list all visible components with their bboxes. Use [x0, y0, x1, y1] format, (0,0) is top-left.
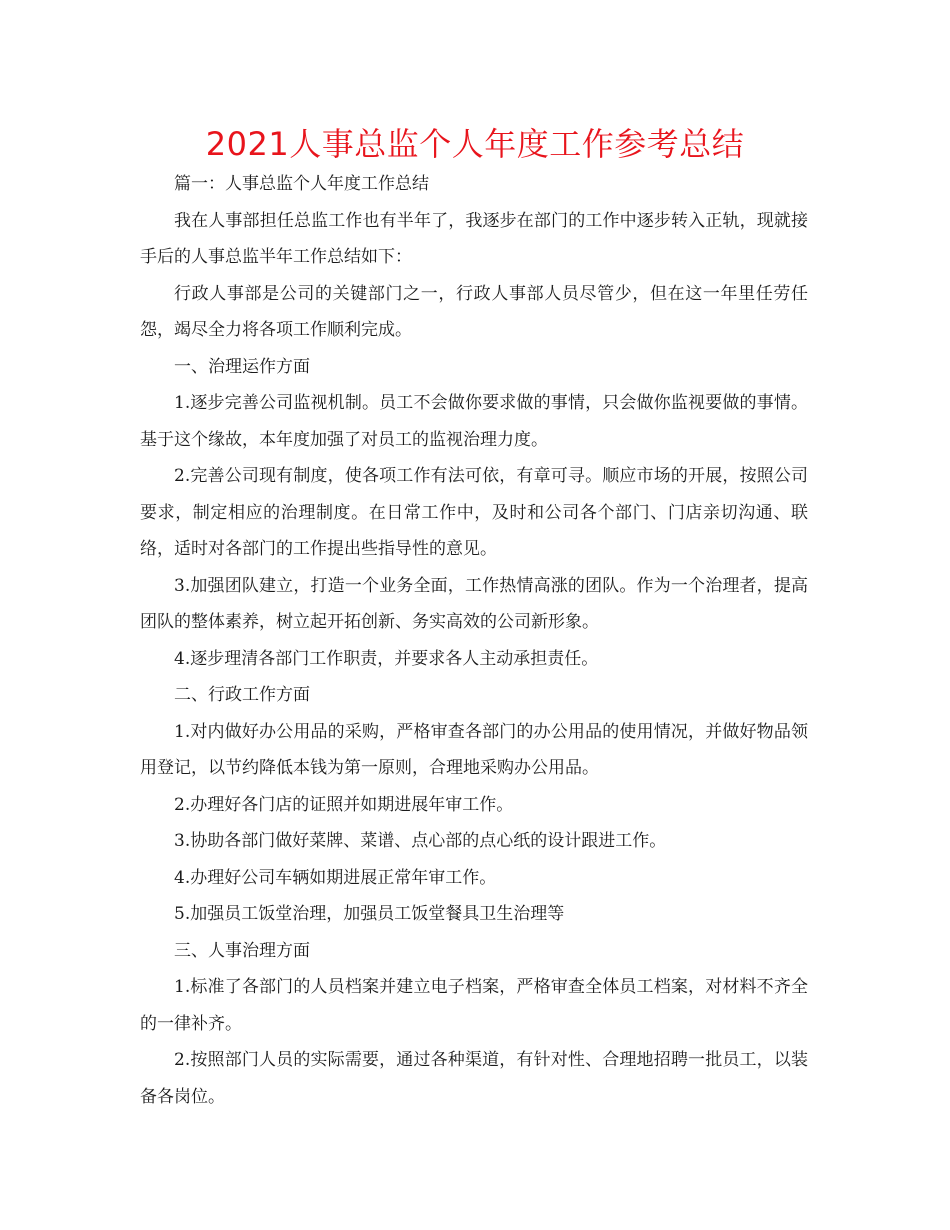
list-paragraph: 3.加强团队建立，打造一个业务全面，工作热情高涨的团队。作为一个治理者，提高团队的整体素养，树立起开拓创新、务实高效的公司新形象。 — [140, 575, 808, 632]
intro-paragraph: 行政人事部是公司的关键部门之一，行政人事部人员尽管少，但在这一年里任劳任怨，竭尽全力将各项工作顺利完成。 — [140, 283, 808, 340]
list-paragraph: 4.逐步理清各部门工作职责，并要求各人主动承担责任。 — [174, 648, 599, 669]
document-body — [140, 166, 808, 1115]
list-paragraph: 1.标准了各部门的人员档案并建立电子档案，严格审查全体员工档案，对材料不齐全的一律补齐。 — [140, 977, 808, 1034]
list-paragraph: 2.办理好各门店的证照并如期进展年审工作。 — [174, 794, 514, 815]
list-paragraph: 2.按照部门人员的实际需要，通过各种渠道，有针对性、合理地招聘一批员工，以装备各岗位。 — [140, 1050, 808, 1107]
section-heading: 一、治理运作方面 — [174, 356, 310, 377]
list-paragraph: 4.办理好公司车辆如期进展正常年审工作。 — [174, 867, 497, 888]
list-paragraph: 5.加强员工饭堂治理，加强员工饭堂餐具卫生治理等 — [174, 904, 565, 924]
list-paragraph: 3.协助各部门做好菜牌、菜谱、点心部的点心纸的设计跟进工作。 — [174, 831, 667, 851]
section-subtitle: 篇一：人事总监个人年度工作总结 — [174, 174, 429, 194]
document-title: 2021人事总监个人年度工作参考总结 — [205, 125, 745, 163]
section-heading: 二、行政工作方面 — [174, 685, 310, 705]
intro-paragraph: 我在人事部担任总监工作也有半年了，我逐步在部门的工作中逐步转入正轨，现就接手后的人事总监半年工作总结如下： — [140, 210, 808, 267]
list-paragraph: 2.完善公司现有制度，使各项工作有法可依，有章可寻。顺应市场的开展，按照公司要求，制定相应的治理制度。在日常工作中，及时和公司各个部门、门店亲切沟通、联络，适时对各部门的工作提出些指导性的意见。 — [140, 466, 808, 559]
list-paragraph: 1.对内做好办公用品的采购，严格审查各部门的办公用品的使用情况，并做好物品领用登记，以节约降低本钱为第一原则，合理地采购办公用品。 — [140, 721, 808, 778]
section-heading: 三、人事治理方面 — [174, 940, 310, 961]
list-paragraph: 1.逐步完善公司监视机制。员工不会做你要求做的事情，只会做你监视要做的事情。基于这个缘故，本年度加强了对员工的监视治理力度。 — [140, 393, 808, 450]
